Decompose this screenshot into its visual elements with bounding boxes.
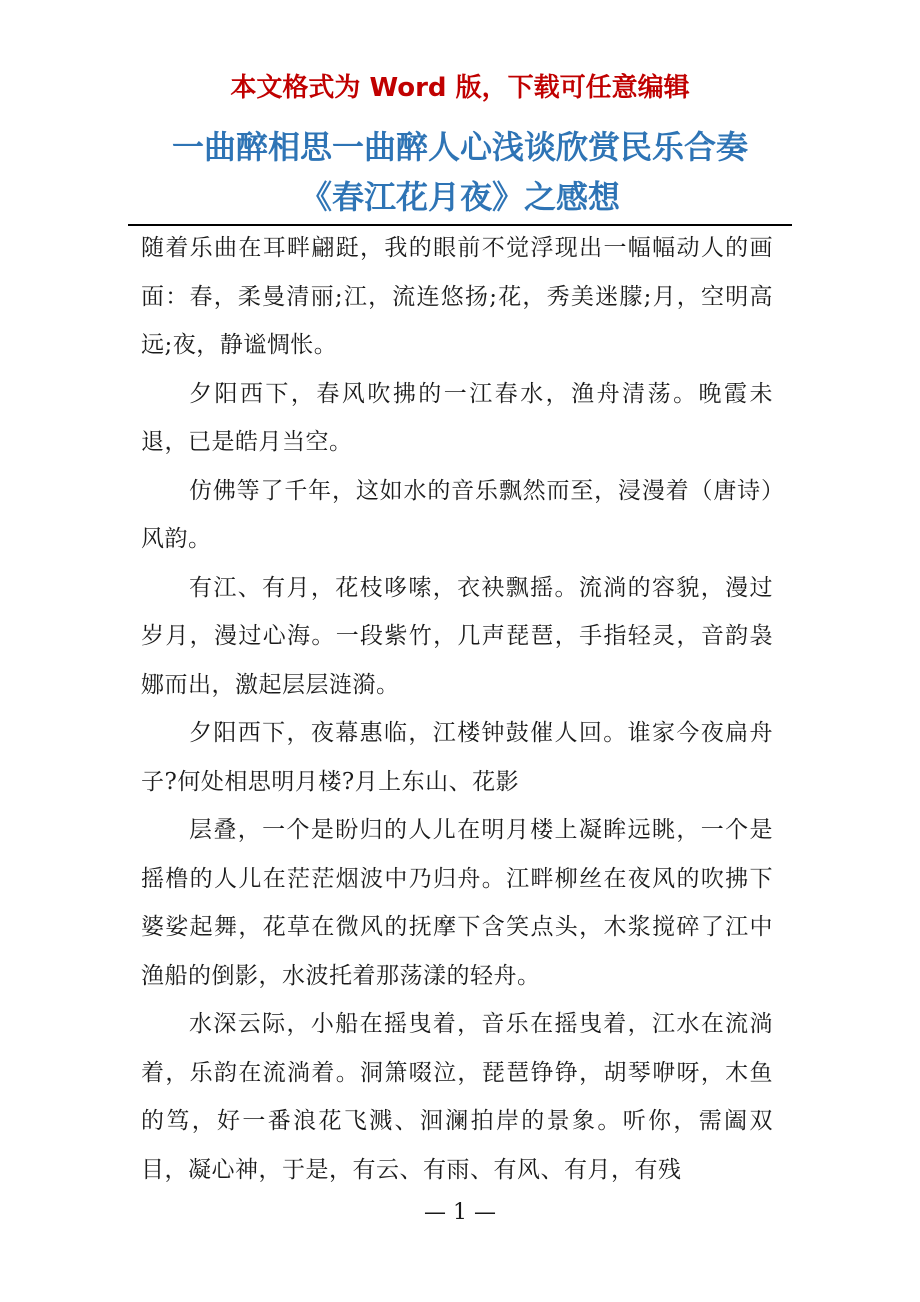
title-line-2: 《春江花月夜》之感想 [299, 178, 620, 216]
page-number: — 1 — [424, 1200, 496, 1225]
article-body [141, 224, 773, 1194]
paragraph-2: 夕阳西下，春风吹拂的一江春水，渔舟清荡。晚霞未退，已是皓月当空。 [141, 380, 773, 455]
paragraph-1: 随着乐曲在耳畔翩跹，我的眼前不觉浮现出一幅幅动人的画面：春，柔曼清丽;江，流连悠扬;花，秀美迷朦;月，空明高远;夜，静谧惆怅。 [141, 235, 773, 358]
paragraph-6: 层叠，一个是盼归的人儿在明月楼上凝眸远眺，一个是摇橹的人儿在茫茫烟波中乃归舟。江畔柳丝在夜风的吹拂下婆娑起舞，花草在微风的抚摩下含笑点头，木浆搅碎了江中渔船的倒影，水波托着那荡漾的轻舟。 [141, 817, 773, 989]
paragraph-4: 有江、有月，花枝哆嗦，衣袂飘摇。流淌的容貌，漫过岁月，漫过心海。一段紫竹，几声琵琶，手指轻灵，音韵袅娜而出，激起层层涟漪。 [141, 574, 773, 698]
paragraph-7: 水深云际，小船在摇曳着，音乐在摇曳着，江水在流淌着，乐韵在流淌着。洞箫啜泣，琵琶铮铮，胡琴咿呀，木鱼的笃，好一番浪花飞溅、洄澜拍岸的景象。听你，需阖双目，凝心神，于是，有云、有雨、有风、有月，有残 [141, 1011, 773, 1183]
format-notice: 本文格式为 Word 版，下载可任意编辑 [230, 73, 690, 103]
document-title [0, 122, 920, 222]
paragraph-3: 仿佛等了千年，这如水的音乐飘然而至，浸漫着（唐诗）风韵。 [141, 477, 773, 552]
title-line-1: 一曲醉相思一曲醉人心浅谈欣赏民乐合奏 [171, 128, 748, 166]
paragraph-5: 夕阳西下，夜幕惠临，江楼钟鼓催人回。谁家今夜扁舟子?何处相思明月楼?月上东山、花影 [141, 720, 773, 795]
